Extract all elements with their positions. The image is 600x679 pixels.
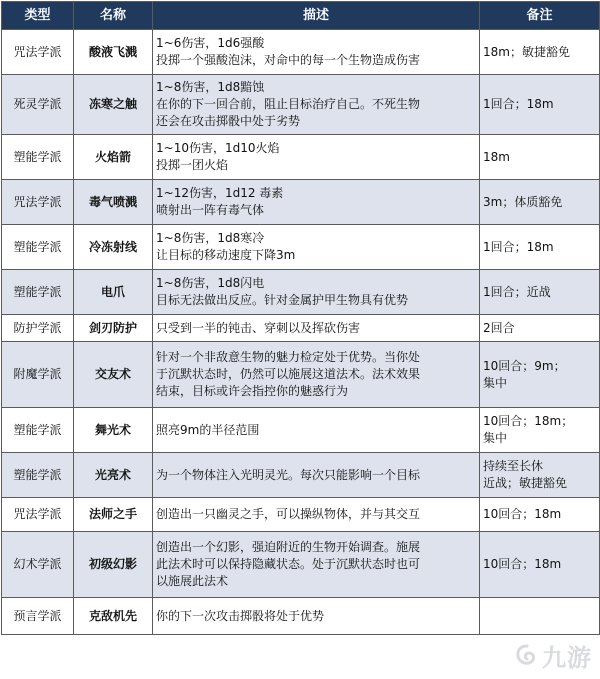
note-line: 集中 bbox=[483, 431, 508, 445]
note-line: 10回合；18m bbox=[483, 507, 562, 521]
cell-description bbox=[153, 532, 480, 598]
table-row bbox=[2, 342, 600, 408]
note-line: 集中 bbox=[483, 375, 508, 390]
table-row bbox=[2, 180, 600, 225]
cell-description bbox=[153, 598, 480, 635]
table-row bbox=[2, 598, 600, 635]
cell-school: 死灵学派 bbox=[2, 75, 74, 135]
table-row bbox=[2, 225, 600, 270]
table-row bbox=[2, 270, 600, 315]
description-line: 1~12伤害，1d12 毒素 bbox=[156, 186, 284, 200]
header-note: 备注 bbox=[480, 2, 600, 30]
cell-note bbox=[480, 315, 600, 342]
cell-school: 咒法学派 bbox=[2, 180, 74, 225]
cell-spell-name: 交友术 bbox=[74, 342, 153, 408]
cell-note bbox=[480, 225, 600, 270]
watermark-logo bbox=[514, 638, 592, 673]
header-name: 名称 bbox=[74, 2, 153, 30]
description-line: 照亮9m的半径范围 bbox=[156, 422, 260, 437]
description-line: 此法术时可以保持隐藏状态。处于沉默状态时也可 bbox=[156, 557, 421, 571]
table-row bbox=[2, 135, 600, 180]
cell-description bbox=[153, 315, 480, 342]
cell-school: 塑能学派 bbox=[2, 408, 74, 453]
cell-note bbox=[480, 30, 600, 75]
table-row bbox=[2, 408, 600, 453]
description-line: 只受到一半的钝击、穿刺以及挥砍伤害 bbox=[156, 320, 361, 335]
description-line: 1~10伤害，1d10火焰 bbox=[156, 141, 280, 155]
cell-spell-name: 克敌机先 bbox=[74, 598, 153, 635]
note-line: 10回合；18m bbox=[483, 557, 562, 571]
cell-description bbox=[153, 180, 480, 225]
cell-description bbox=[153, 453, 480, 498]
description-line: 创造出一只幽灵之手，可以操纵物体，并与其交互 bbox=[156, 507, 421, 521]
note-line: 1回合；18m bbox=[483, 97, 554, 111]
cell-school: 咒法学派 bbox=[2, 498, 74, 532]
description-line: 投掷一个强酸泡沫，对命中的每一个生物造成伤害 bbox=[156, 53, 421, 67]
table-row bbox=[2, 315, 600, 342]
note-line: 10回合；9m； bbox=[483, 358, 566, 373]
description-line: 喷射出一阵有毒气体 bbox=[156, 203, 265, 217]
description-line: 1~8伤害，1d8闪电 bbox=[156, 276, 265, 290]
cell-description bbox=[153, 408, 480, 453]
spell-table bbox=[1, 1, 600, 635]
note-line: 18m；敏捷豁免 bbox=[483, 44, 570, 59]
table-row bbox=[2, 30, 600, 75]
cell-school: 塑能学派 bbox=[2, 135, 74, 180]
cell-spell-name: 初级幻影 bbox=[74, 532, 153, 598]
cell-description bbox=[153, 30, 480, 75]
table-row bbox=[2, 453, 600, 498]
description-line: 1~8伤害，1d8寒冷 bbox=[156, 231, 265, 245]
description-line: 投掷一团火焰 bbox=[156, 158, 229, 172]
cell-school: 预言学派 bbox=[2, 598, 74, 635]
cell-note bbox=[480, 598, 600, 635]
cell-spell-name: 舞光术 bbox=[74, 408, 153, 453]
cell-description bbox=[153, 270, 480, 315]
description-line: 以施展此法术 bbox=[156, 574, 229, 588]
cell-school: 塑能学派 bbox=[2, 453, 74, 498]
description-line: 针对一个非敌意生物的魅力检定处于优势。当你处 bbox=[156, 350, 421, 364]
header-description: 描述 bbox=[153, 2, 480, 30]
cell-note bbox=[480, 180, 600, 225]
swirl-logo-icon bbox=[514, 643, 540, 669]
description-line: 创造出一个幻影，强迫附近的生物开始调查。施展 bbox=[156, 540, 421, 554]
description-line: 你的下一次攻击掷骰将处于优势 bbox=[156, 608, 325, 623]
cell-description bbox=[153, 135, 480, 180]
cell-note bbox=[480, 498, 600, 532]
cell-note bbox=[480, 532, 600, 598]
note-line: 近战；敏捷豁免 bbox=[483, 476, 568, 490]
cell-spell-name: 剑刃防护 bbox=[74, 315, 153, 342]
table-row bbox=[2, 532, 600, 598]
cell-description bbox=[153, 75, 480, 135]
cell-description bbox=[153, 498, 480, 532]
note-line: 持续至长休 bbox=[483, 459, 544, 473]
cell-spell-name: 火焰箭 bbox=[74, 135, 153, 180]
cell-school: 防护学派 bbox=[2, 315, 74, 342]
table-row bbox=[2, 75, 600, 135]
cell-note bbox=[480, 135, 600, 180]
note-line: 10回合；18m； bbox=[483, 414, 574, 428]
header-school: 类型 bbox=[2, 2, 74, 30]
cell-spell-name: 电爪 bbox=[74, 270, 153, 315]
description-line: 在你的下一回合前，阻止目标治疗自己。不死生物 bbox=[156, 97, 421, 111]
description-line: 目标无法做出反应。针对金属护甲生物具有优势 bbox=[156, 293, 409, 307]
cell-spell-name: 冻寒之触 bbox=[74, 75, 153, 135]
cell-school: 幻术学派 bbox=[2, 532, 74, 598]
description-line: 结束，目标或许会指控你的魅惑行为 bbox=[156, 384, 349, 398]
cell-school: 附魔学派 bbox=[2, 342, 74, 408]
description-line: 于沉默状态时，仍然可以施展这道法术。法术效果 bbox=[156, 367, 421, 381]
cell-spell-name: 法师之手 bbox=[74, 498, 153, 532]
cell-note bbox=[480, 75, 600, 135]
description-line: 1~8伤害，1d8黯蚀 bbox=[156, 80, 265, 94]
cell-description bbox=[153, 342, 480, 408]
note-line: 3m；体质豁免 bbox=[483, 194, 563, 209]
cell-spell-name: 光亮术 bbox=[74, 453, 153, 498]
description-line: 还会在攻击掷骰中处于劣势 bbox=[156, 114, 301, 128]
description-line: 为一个物体注入光明灵光。每次只能影响一个目标 bbox=[156, 467, 421, 482]
note-line: 2回合 bbox=[483, 320, 515, 335]
note-line: 18m bbox=[483, 149, 510, 164]
watermark-text: 九游 bbox=[542, 643, 592, 672]
cell-note bbox=[480, 453, 600, 498]
cell-spell-name: 酸液飞溅 bbox=[74, 30, 153, 75]
cell-school: 塑能学派 bbox=[2, 270, 74, 315]
cell-spell-name: 毒气喷溅 bbox=[74, 180, 153, 225]
description-line: 1~6伤害，1d6强酸 bbox=[156, 36, 265, 50]
cell-school: 塑能学派 bbox=[2, 225, 74, 270]
cell-school: 咒法学派 bbox=[2, 30, 74, 75]
description-line: 让目标的移动速度下降3m bbox=[156, 248, 296, 262]
cell-note bbox=[480, 342, 600, 408]
cell-description bbox=[153, 225, 480, 270]
note-line: 1回合；近战 bbox=[483, 284, 551, 299]
cell-note bbox=[480, 270, 600, 315]
table-header-row bbox=[2, 2, 600, 30]
note-line: 1回合；18m bbox=[483, 239, 554, 254]
table-row bbox=[2, 498, 600, 532]
cell-spell-name: 冷冻射线 bbox=[74, 225, 153, 270]
cell-note bbox=[480, 408, 600, 453]
